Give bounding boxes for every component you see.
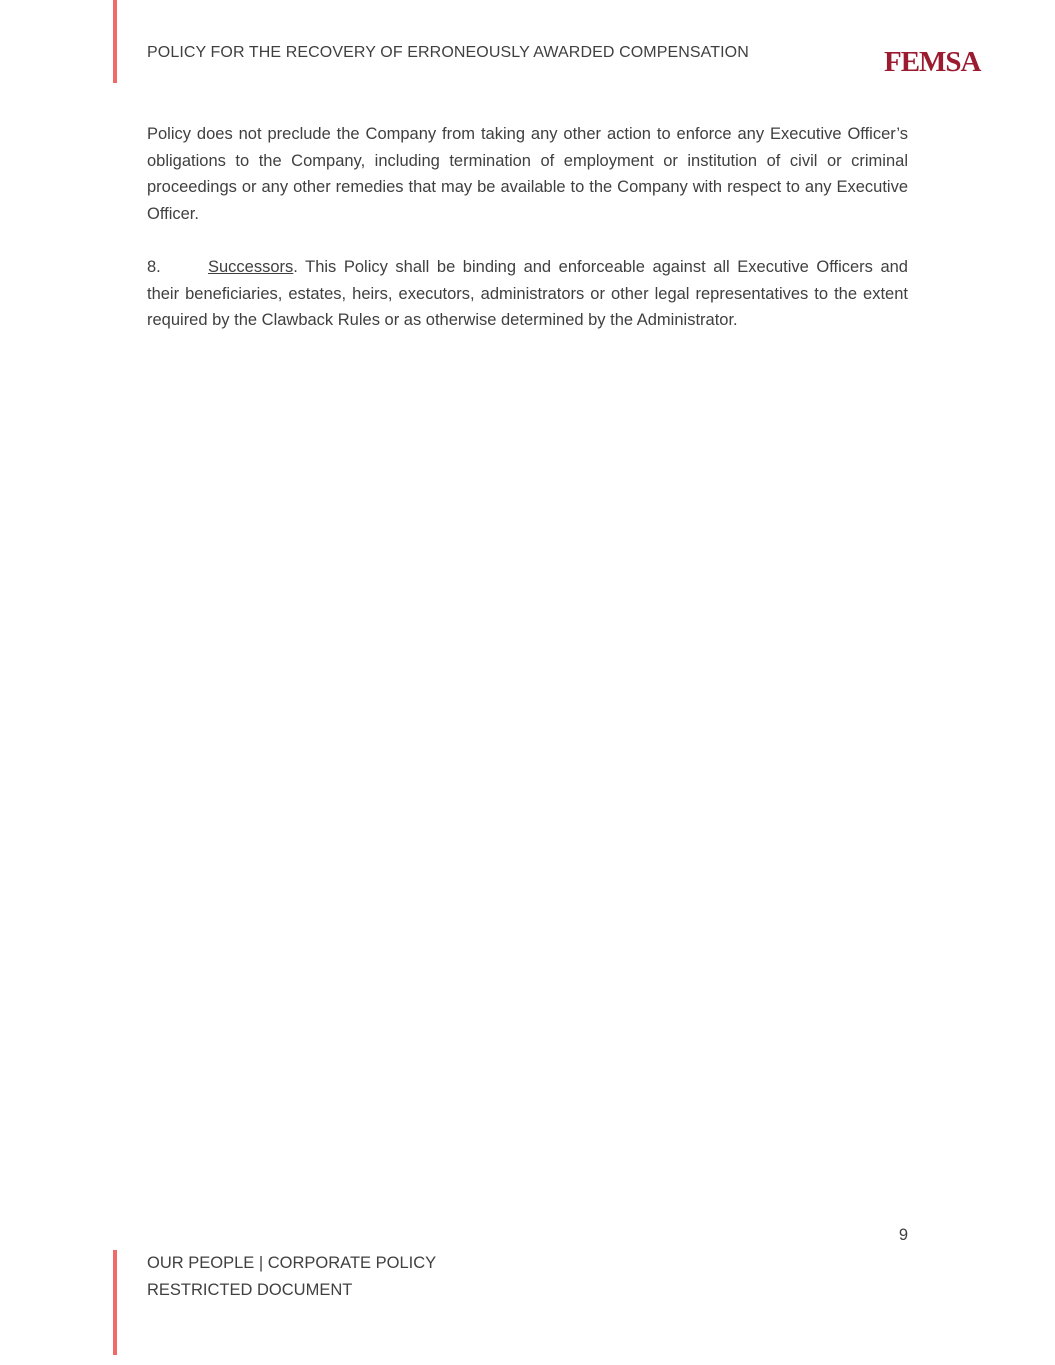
policy-paragraph-continuation: Policy does not preclude the Company from taking any other action to enforce any Executive Officer’s obligations to the Company, including termination of employment or institution of civil or criminal proceedings or any other remedies that may be available to the Company with respect to any Executive Officer. xyxy=(147,125,908,224)
svg-text:FEMSA: FEMSA xyxy=(884,46,981,75)
footer-line-1: OUR PEOPLE | CORPORATE POLICY xyxy=(147,1254,437,1272)
header-accent-bar xyxy=(113,0,117,83)
section-number: 8. xyxy=(147,258,161,276)
footer-accent-bar xyxy=(113,1250,117,1355)
document-header-title: POLICY FOR THE RECOVERY OF ERRONEOUSLY AWARDED COMPENSATION xyxy=(147,44,749,61)
section-title: Successors xyxy=(208,258,294,276)
section-8-successors xyxy=(147,254,908,334)
footer-line-2: RESTRICTED DOCUMENT xyxy=(147,1280,353,1299)
page-number: 9 xyxy=(898,1226,908,1244)
femsa-logo xyxy=(882,45,996,75)
section-text: . This Policy shall be binding and enforceable against all Executive Officers and their beneficiaries, estates, heirs, executors, administrators or other legal representatives to the extent required by the Clawback Rules or as otherwise determined by the Administrator. xyxy=(147,258,908,330)
footer xyxy=(147,1250,436,1303)
